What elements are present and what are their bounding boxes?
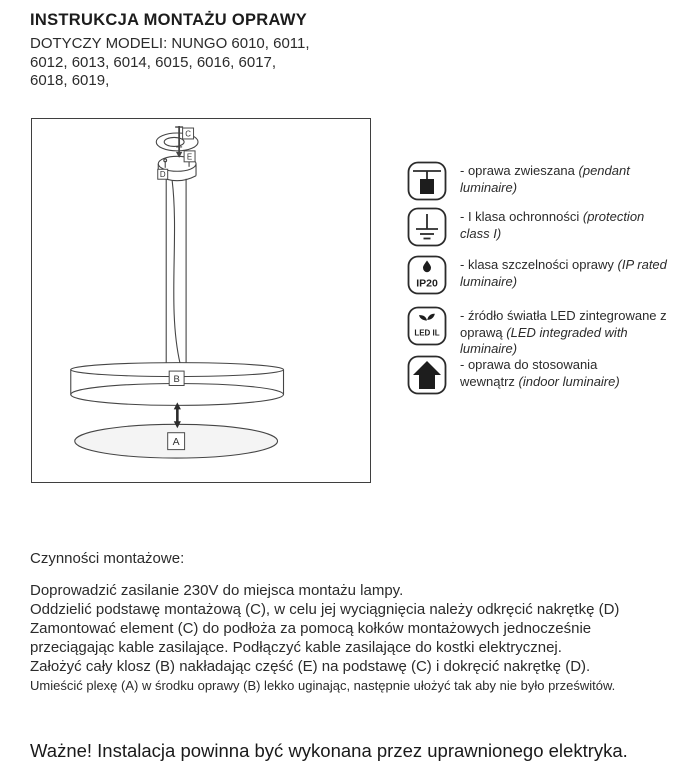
earth-ground-icon (407, 207, 447, 247)
screw-rod (175, 126, 183, 158)
legend-label: - oprawa zwieszana (pendant luminaire) (460, 163, 630, 195)
mounting-instructions (30, 549, 680, 695)
models-line-2: 6012, 6013, 6014, 6015, 6016, 6017, (30, 53, 277, 71)
legend-label: - oprawa do stosowania wewnątrz (indoor luminaire) (460, 357, 620, 389)
label-base-c: C (185, 129, 191, 139)
label-plexi-a: A (172, 436, 180, 448)
header (30, 10, 310, 91)
legend-item-pendant (407, 161, 668, 201)
step-line: przeciągając kable zasilające. Podłączyć kable zasilające do kostki elektrycznej. (30, 639, 562, 656)
instructions-heading: Czynności montażowe: (30, 550, 185, 567)
pendant-lamp-drawing (32, 119, 370, 482)
models-list (30, 35, 310, 91)
important-note (30, 740, 628, 762)
legend-label: - I klasa ochronności (protection class I) (460, 209, 645, 241)
step-line: Oddzielić podstawę montażową (C), w celu jej wyciągnięcia należy odkręcić nakrętkę (D) (30, 601, 620, 618)
models-line-1: DOTYCZY MODELI: NUNGO 6010, 6011, (30, 35, 310, 52)
label-nut-d: D (159, 170, 166, 180)
models-line-3: 6018, 6019, (30, 72, 110, 89)
step-line: Umieścić plexę (A) w środku oprawy (B) lekko uginając, następnie ułożyć tak aby nie było prześwitów. (30, 678, 616, 693)
svg-text:LED IL: LED IL (414, 328, 440, 338)
step-line: Zamontować element (C) do podłoża za pomocą kołków montażowych jednocześnie (30, 620, 592, 637)
ip20-drop-icon (407, 255, 447, 295)
pendant-luminaire-icon (407, 161, 447, 201)
page-title: INSTRUKCJA MONTAŻU OPRAWY (30, 11, 307, 29)
legend-item-ip-rating (407, 255, 668, 295)
step-line: Założyć cały klosz (B) nakładając część (E) na podstawę (C) i dokręcić nakrętkę (D). (30, 658, 591, 675)
legend-item-led-source (407, 306, 668, 358)
led-leaf-icon (407, 306, 447, 346)
label-shade-b: B (173, 373, 180, 385)
legend-item-indoor (407, 355, 635, 395)
important-note-text: Ważne! Instalacja powinna być wykonana przez uprawnionego elektryka. (30, 740, 628, 761)
assembly-diagram (31, 118, 371, 483)
legend (407, 161, 683, 406)
step-line: Doprowadzić zasilanie 230V do miejsca montażu lampy. (30, 582, 404, 599)
suspension-rods (166, 179, 186, 366)
legend-item-protection-class (407, 207, 668, 247)
svg-text:IP20: IP20 (416, 277, 438, 290)
instructions-steps (30, 581, 680, 695)
power-cable (172, 181, 180, 364)
legend-label: - klasa szczelności oprawy (IP rated luminaire) (460, 257, 667, 289)
legend-label: - źródło światła LED zintegrowane z oprawą (LED integraded with luminaire) (460, 308, 667, 356)
house-icon (407, 355, 447, 395)
label-canopy-e: E (186, 152, 193, 162)
